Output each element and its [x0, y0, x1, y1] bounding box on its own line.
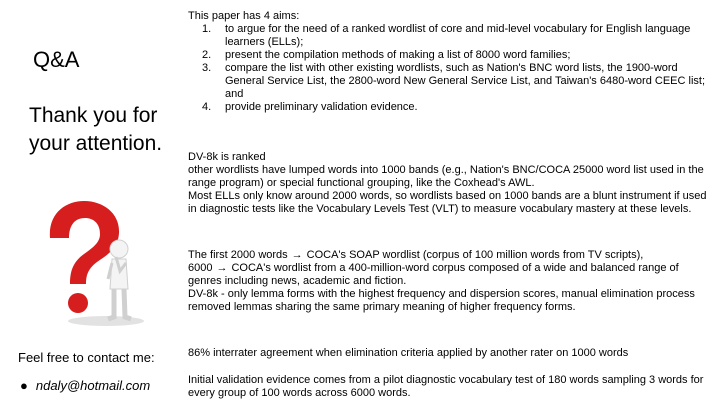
- thank-you-text: Thank you for your attention.: [29, 104, 163, 155]
- dv8k-line: Most ELLs only know around 2000 words, so wordlists based on 1000 bands are a blunt instrument if used in diagnostic tests like the Vocabulary Levels Test (VLT) to measure vocabulary mastery at these levels.: [188, 190, 707, 215]
- list-item: [188, 49, 715, 62]
- list-number: 2.: [202, 49, 212, 61]
- list-text: present the compilation methods of making a list of 8000 word families;: [225, 49, 571, 61]
- dv8k-line: other wordlists have lumped words into 1000 bands (e.g., Nation's BNC/COCA 25000 word list used in the range program) or special functional grouping, like the Coxhead's AWL.: [188, 164, 704, 189]
- slide-title: Q&A: [33, 47, 80, 72]
- text-segment: 6000: [188, 262, 213, 274]
- contact-label: Feel free to contact me:: [18, 350, 155, 365]
- list-item: [188, 101, 715, 114]
- list-number: 1.: [202, 23, 212, 35]
- arrow-right-icon: →: [216, 262, 228, 274]
- contact-email: [20, 378, 150, 393]
- arrow-right-icon: →: [291, 249, 303, 261]
- agreement-paragraph: 86% interrater agreement when elimination criteria applied by another rater on 1000 words: [188, 347, 629, 359]
- list-item: [188, 62, 715, 101]
- bullet-icon: ●: [20, 378, 28, 393]
- first-2000-paragraph: [188, 249, 715, 314]
- text-segment: COCA's SOAP wordlist (corpus of 100 million words from TV scripts),: [306, 249, 644, 261]
- text-segment: The first 2000 words: [188, 249, 288, 261]
- list-item: [188, 23, 715, 49]
- validation-paragraph: Initial validation evidence comes from a pilot diagnostic vocabulary test of 180 words sampling 3 words for every group of 100 words across 6000 words.: [188, 374, 704, 399]
- dv8k-paragraph: [188, 151, 715, 216]
- first-2000-line: [188, 249, 715, 262]
- list-text: provide preliminary validation evidence.: [225, 101, 418, 113]
- email-text: ndaly@hotmail.com: [35, 378, 151, 393]
- dv8k-lemma-line: DV-8k - only lemma forms with the highest frequency and dispersion scores, manual elimination process removed lemmas sharing the same primary meaning of higher frequency forms.: [188, 288, 695, 313]
- first-6000-line: [188, 262, 715, 288]
- aims-list: [188, 23, 715, 114]
- list-text: compare the list with other existing wordlists, such as Nation's BNC word lists, the 1900-word General Service List, the 2800-word New General Service List, and Taiwan's 6480-word CEEC list; and: [225, 62, 706, 100]
- left-panel: [0, 0, 185, 405]
- list-text: to argue for the need of a ranked wordlist of core and mid-level vocabulary for English language learners (ELLs);: [225, 23, 691, 48]
- list-number: 3.: [202, 62, 212, 74]
- aims-intro: This paper has 4 aims:: [188, 10, 300, 22]
- text-segment: COCA's wordlist from a 400-million-word corpus composed of a wide and balanced range of genres including news, academic and fiction.: [188, 262, 679, 287]
- list-number: 4.: [202, 101, 212, 113]
- question-mark-figure-icon: [28, 191, 158, 328]
- dv8k-line: DV-8k is ranked: [188, 151, 266, 163]
